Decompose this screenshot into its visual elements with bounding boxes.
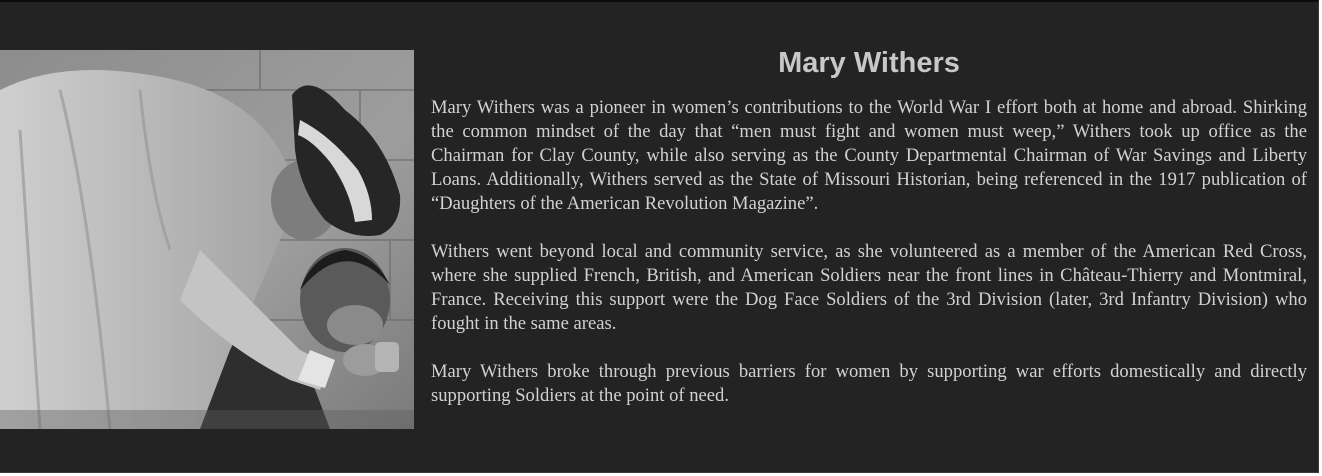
bio-paragraph-1: Mary Withers was a pioneer in women’s contributions to the World War I effort both at home and abroad. Shirking the common mindset of the day that “men must fight and women must weep,” Withers took up office as the Chairman for Clay County, while also serving as the County Departmental Chairman of War Savings and Liberty Loans. Additionally, Withers served as the State of Missouri Historian, being referenced in the 1917 publication of “Daughters of the American Revolution Magazine”. [431,97,1307,214]
photo-image [0,50,414,429]
bio-paragraph-2: Withers went beyond local and community service, as she volunteered as a member of the American Red Cross, where she supplied French, British, and American Soldiers near the front lines in Château-Thierry and Montmiral, France. Receiving this support were the Dog Face Soldiers of the 3rd Division (later, 3rd Infantry Division) who fought in the same areas. [431,241,1307,334]
historical-photo [0,50,414,429]
profile-title: Mary Withers [778,47,960,79]
profile-content [431,45,1307,408]
bio-paragraph-3: Mary Withers broke through previous barriers for women by supporting war efforts domestically and directly supporting Soldiers at the point of need. [431,361,1307,406]
